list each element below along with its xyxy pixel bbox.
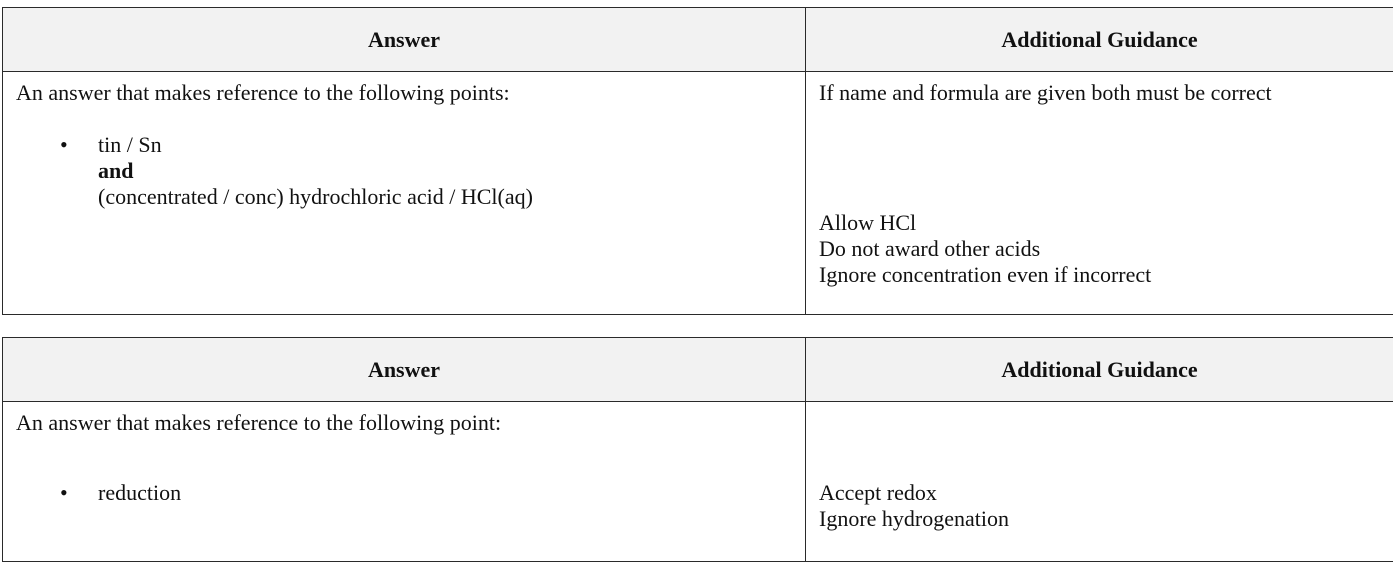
answer-header: Answer	[3, 8, 806, 72]
guidance-header: Additional Guidance	[806, 8, 1393, 72]
guidance-line: If name and formula are given both must be correct	[819, 80, 1272, 105]
answer-point-acid: (concentrated / conc) hydrochloric acid / HCl(aq)	[98, 184, 533, 209]
guidance-header: Additional Guidance	[806, 338, 1393, 402]
guidance-line: Ignore hydrogenation	[819, 506, 1009, 531]
answer-intro: An answer that makes reference to the following points:	[16, 80, 510, 105]
answer-intro: An answer that makes reference to the following point:	[16, 410, 502, 435]
answer-cell	[3, 72, 806, 315]
answer-bullet-item	[16, 480, 805, 506]
mark-scheme-table-1	[2, 7, 1393, 315]
guidance-line: Ignore concentration even if incorrect	[819, 262, 1152, 287]
answer-bullet-item	[16, 132, 805, 210]
answer-cell	[3, 402, 806, 562]
guidance-cell	[806, 402, 1393, 562]
answer-point-reduction: reduction	[98, 480, 182, 505]
bullet-icon: •	[60, 480, 68, 505]
answer-point-tin: tin / Sn	[98, 132, 162, 157]
guidance-line: Do not award other acids	[819, 236, 1041, 261]
guidance-line: Allow HCl	[819, 210, 917, 235]
guidance-line: Accept redox	[819, 480, 937, 505]
answer-connector-and: and	[98, 158, 134, 183]
mark-scheme-table-2	[2, 337, 1393, 562]
guidance-cell	[806, 72, 1393, 315]
answer-header: Answer	[3, 338, 806, 402]
bullet-icon: •	[60, 132, 68, 157]
